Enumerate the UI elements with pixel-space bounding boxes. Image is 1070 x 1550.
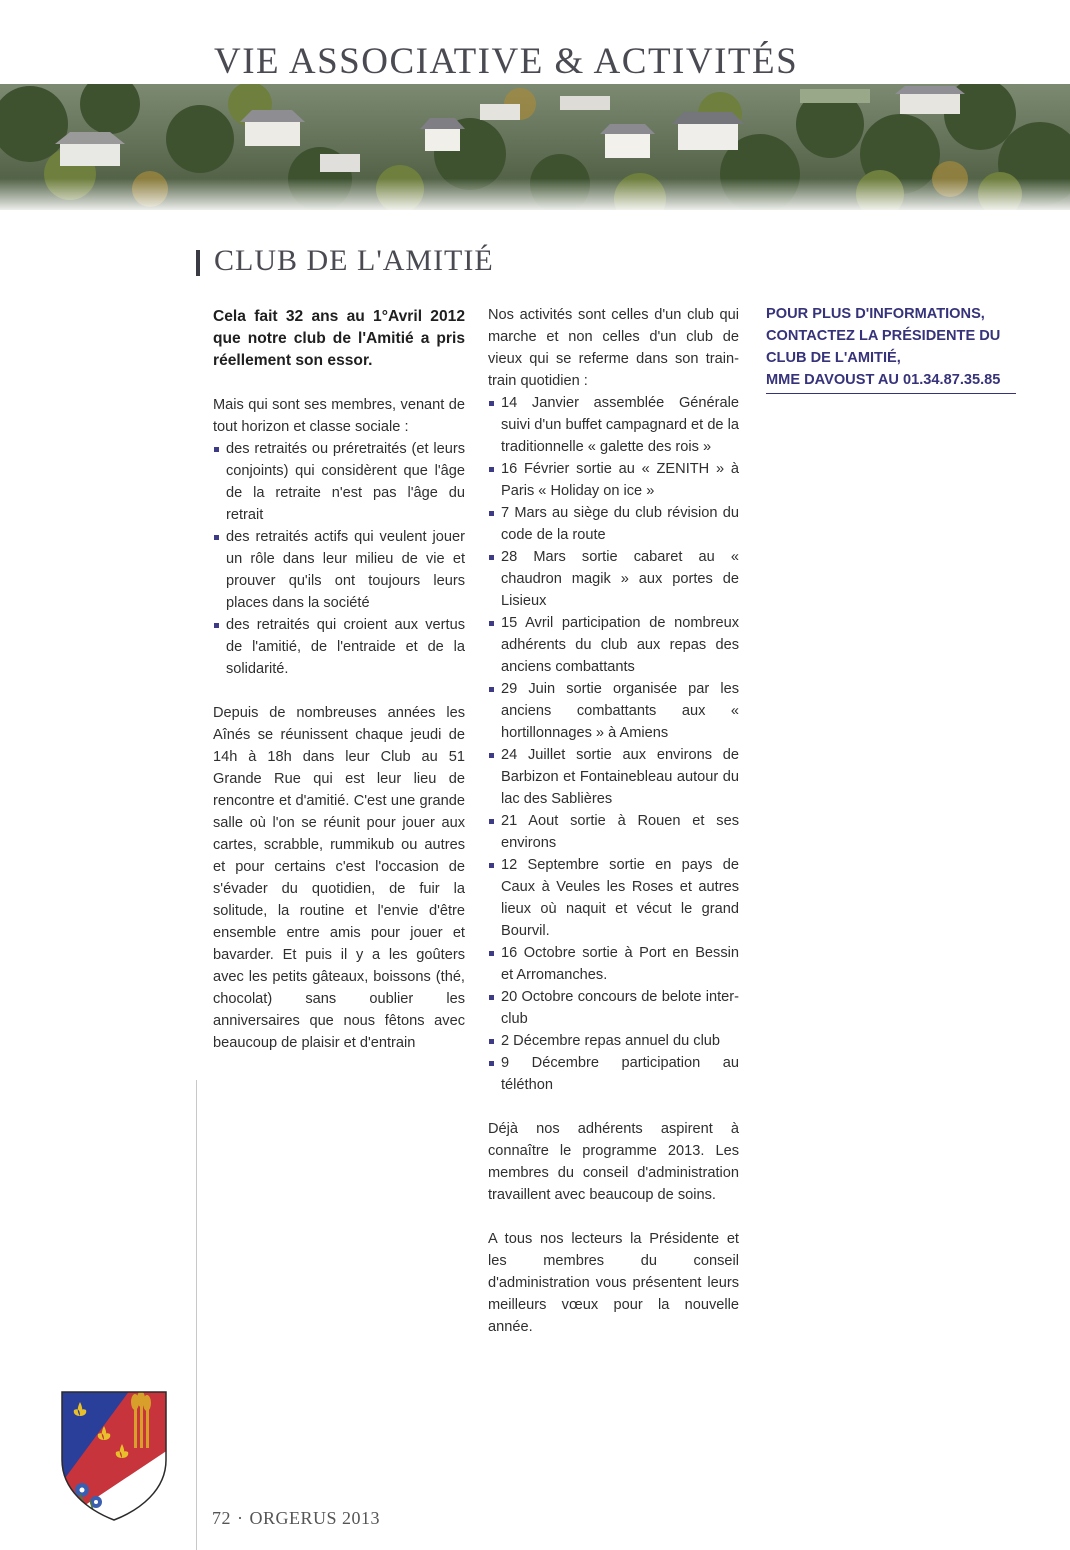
- list-item: 21 Aout sortie à Rouen et ses environs: [488, 810, 739, 854]
- header-banner: [0, 0, 1070, 210]
- program-paragraph: Déjà nos adhérents aspirent à connaître le programme 2013. Les membres du conseil d'administration travaillent avec beaucoup de soins.: [488, 1121, 739, 1203]
- list-item: 16 Octobre sortie à Port en Bessin et Arromanches.: [488, 942, 739, 986]
- village-aerial-photo: [0, 84, 1070, 210]
- column-1: [213, 306, 465, 1076]
- list-item: des retraités qui croient aux vertus de l'amitié, de l'entraide et de la solidarité.: [213, 614, 465, 680]
- list-item: 20 Octobre concours de belote inter-club: [488, 986, 739, 1030]
- contact-line: CONTACTEZ LA PRÉSIDENTE DU: [766, 328, 1001, 344]
- contact-line: POUR PLUS D'INFORMATIONS,: [766, 306, 985, 322]
- list-item: 16 Février sortie au « ZENITH » à Paris « Holiday on ice »: [488, 458, 739, 502]
- page-number: 72: [212, 1508, 231, 1528]
- list-item: 7 Mars au siège du club révision du code de la route: [488, 502, 739, 546]
- contact-phone: MME DAVOUST AU 01.34.87.35.85: [766, 372, 1001, 388]
- margin-rule: [196, 1080, 197, 1550]
- column-2: [488, 304, 739, 1360]
- list-item: des retraités actifs qui veulent jouer un rôle dans leur milieu de vie et prouver qu'ils ont toujours leurs places dans la société: [213, 526, 465, 614]
- contact-line: CLUB DE L'AMITIÉ,: [766, 350, 901, 366]
- list-item: 28 Mars sortie cabaret au « chaudron magik » aux portes de Lisieux: [488, 546, 739, 612]
- page-footer: [212, 1508, 380, 1529]
- coat-of-arms-icon: [60, 1390, 168, 1522]
- list-item: 24 Juillet sortie aux environs de Barbizon et Fontainebleau autour du lac des Sablières: [488, 744, 739, 810]
- activities-list: [488, 392, 739, 1096]
- wishes-paragraph: A tous nos lecteurs la Présidente et les membres du conseil d'administration vous présentent leurs meilleurs vœux pour la nouvelle année.: [488, 1231, 739, 1335]
- header-title: VIE ASSOCIATIVE & ACTIVITÉS: [214, 41, 799, 82]
- footer-separator: ·: [237, 1508, 244, 1528]
- members-list: [213, 438, 465, 680]
- body-paragraph: Depuis de nombreuses années les Aînés se réunissent chaque jeudi de 14h à 18h dans leur Club au 51 Grande Rue qui est leur lieu de rencontre et d'amitié. C'est une grande salle où l'on se réunit pour jouer aux cartes, scrabble, rummikub ou autres et pour certains c'est l'occasion de s'évader du quotidien, de fuir la solitude, la routine et l'envie d'être ensemble entre amis pour jouer et bavarder. Et puis il y a les goûters avec les petits gâteaux, boissons (thé, chocolat) sans oublier les anniversaires que nous fêtons avec beaucoup de plaisir et d'entrain: [213, 705, 465, 1051]
- list-item: 2 Décembre repas annuel du club: [488, 1030, 739, 1052]
- section-title-bar: [196, 250, 200, 276]
- list-item: 29 Juin sortie organisée par les anciens combattants aux « hortillonnages » à Amiens: [488, 678, 739, 744]
- list-item: 12 Septembre sortie en pays de Caux à Veules les Roses et autres lieux où naquit et vécut le grand Bourvil.: [488, 854, 739, 942]
- list-item: 14 Janvier assemblée Générale suivi d'un buffet campagnard et de la traditionnelle « galette des rois »: [488, 392, 739, 458]
- list-item: 15 Avril participation de nombreux adhérents du club aux repas des anciens combattants: [488, 612, 739, 678]
- activities-intro: Nos activités sont celles d'un club qui marche et non celles d'un club de vieux qui se referme dans son train-train quotidien :: [488, 307, 739, 389]
- lead-paragraph: Cela fait 32 ans au 1°Avril 2012 que notre club de l'Amitié a pris réellement son essor.: [213, 308, 465, 369]
- list-item: 9 Décembre participation au téléthon: [488, 1052, 739, 1096]
- members-intro: Mais qui sont ses membres, venant de tout horizon et classe sociale :: [213, 397, 465, 435]
- contact-info: [766, 303, 1016, 394]
- list-item: des retraités ou préretraités (et leurs conjoints) qui considèrent que l'âge de la retraite n'est pas l'âge du retrait: [213, 438, 465, 526]
- section-title: CLUB DE L'AMITIÉ: [214, 244, 494, 277]
- publication-name: ORGERUS 2013: [249, 1508, 381, 1528]
